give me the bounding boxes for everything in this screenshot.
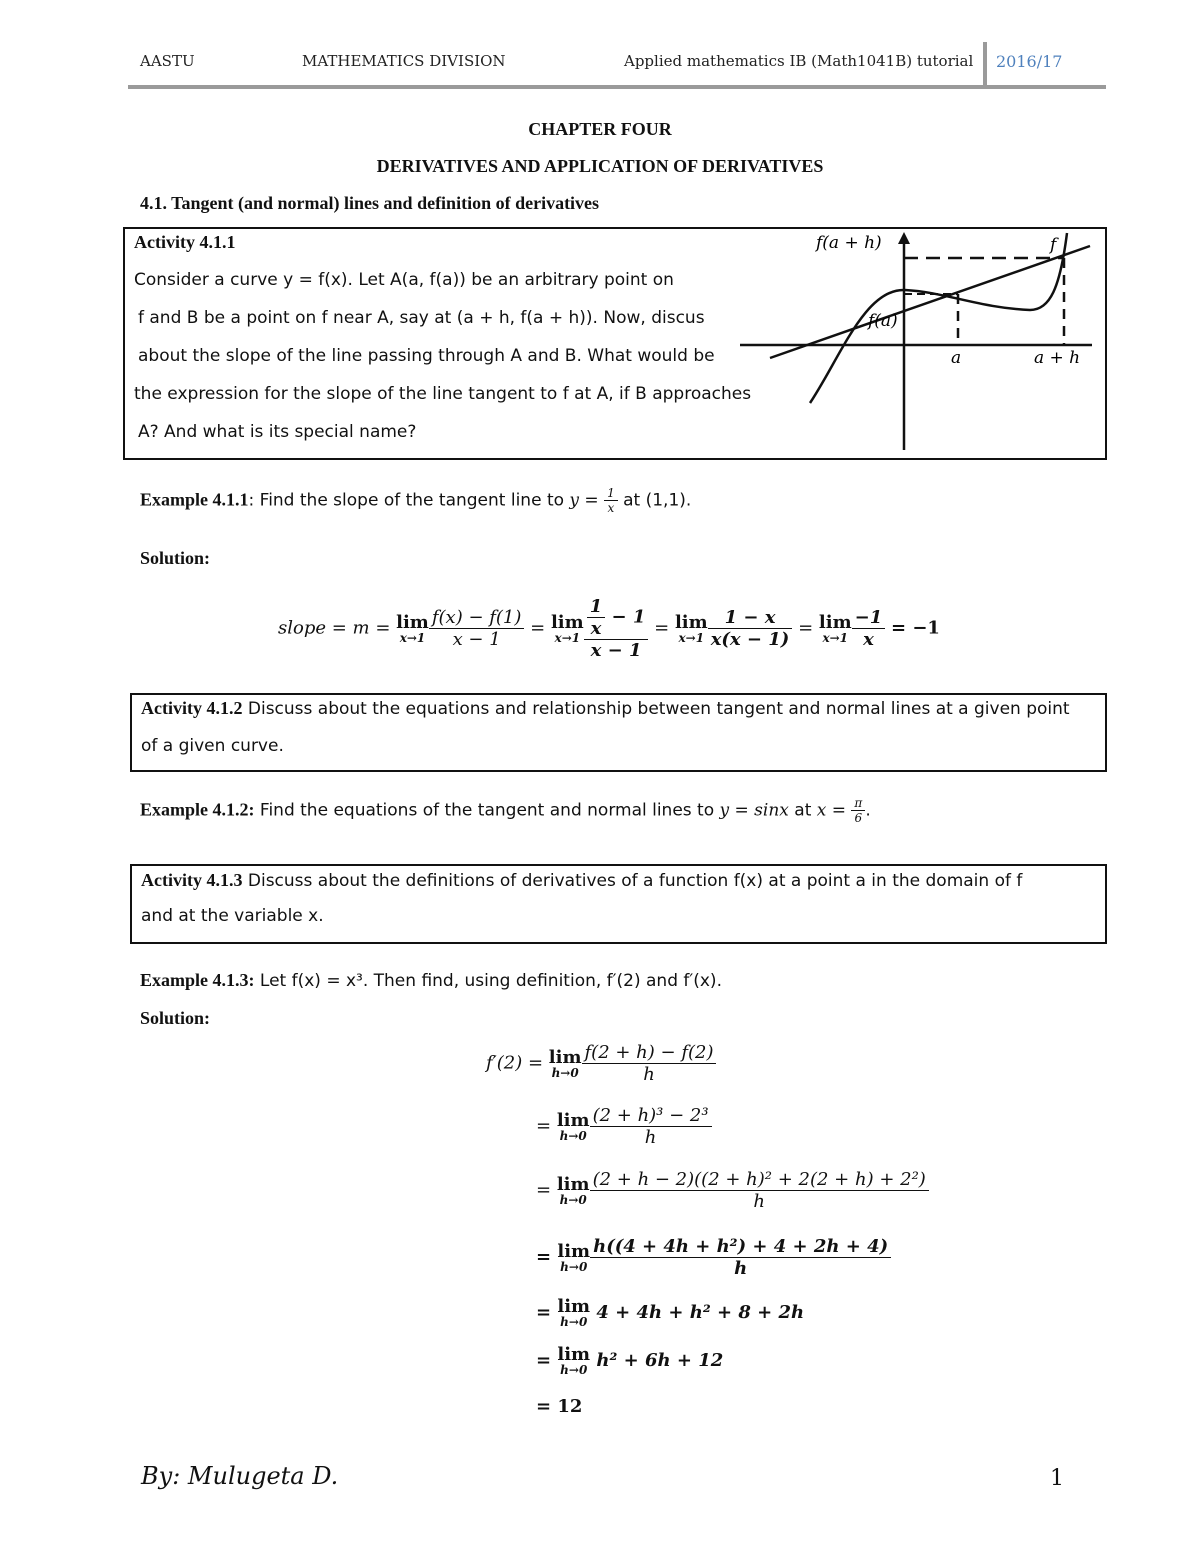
lim-sub: h→0: [560, 1315, 588, 1329]
lim-sub: x→1: [822, 630, 849, 645]
lim-text: lim: [550, 611, 584, 633]
slope-frac-2: [584, 596, 649, 661]
lim-text: lim: [557, 1240, 591, 1262]
example-412-end: .: [865, 800, 871, 821]
frac-num: 1 − x: [708, 607, 793, 629]
step-frac: [582, 1042, 717, 1085]
frac-num-rest: − 1: [611, 606, 646, 628]
label-fa: f(a): [868, 311, 898, 331]
equals: =: [654, 617, 670, 639]
frac-den: h: [734, 1258, 748, 1279]
example-412-func: y = sinx: [719, 800, 789, 821]
activity-411-line: about the slope of the line passing through A and B. What would be: [138, 346, 715, 366]
activity-412-text: Discuss about the equations and relationship between tangent and normal lines at a given point: [242, 699, 1070, 719]
lim-op: [557, 1346, 590, 1376]
equals: =: [536, 1115, 552, 1137]
frac-num: f(2 + h) − f(2): [582, 1042, 717, 1064]
lim-text: lim: [557, 1296, 591, 1317]
activity-411-label: Activity 4.1.1: [134, 232, 236, 252]
frac-den: x: [590, 618, 602, 639]
slope-frac-3: [708, 607, 793, 650]
lim-op: [818, 611, 852, 645]
lim-sub: x→1: [678, 630, 705, 645]
step-frac: [590, 1236, 891, 1279]
label-ah: a + h: [1034, 348, 1081, 368]
lim-op: [550, 611, 584, 645]
header-division: MATHEMATICS DIVISION: [302, 52, 506, 70]
derivation-step-1: [486, 1042, 716, 1085]
slope-equation: [278, 596, 940, 661]
header-divider: [983, 42, 987, 86]
example-411-point: at (1,1).: [617, 490, 692, 511]
header-institution: AASTU: [140, 52, 195, 70]
example-412-xeq: x =: [816, 800, 852, 821]
example-411-func: y =: [569, 490, 605, 511]
lim-text: lim: [557, 1344, 591, 1365]
lim-op: [396, 611, 429, 645]
equals: =: [798, 617, 814, 639]
frac-den: x(x − 1): [710, 629, 790, 650]
frac-den: x: [607, 501, 615, 515]
lim-op: [548, 1046, 582, 1080]
example-411-text: : Find the slope of the tangent line to: [248, 490, 570, 511]
slope-frac-4: [852, 607, 886, 650]
lim-text: lim: [548, 1046, 582, 1068]
derivation-step-4: [536, 1236, 891, 1279]
example-412-frac: [851, 796, 865, 825]
solution-label: Solution:: [140, 548, 211, 568]
lim-op: [557, 1298, 590, 1328]
lim-op: [556, 1109, 590, 1143]
example-413: [140, 970, 722, 991]
frac-num: (2 + h)³ − 2³: [590, 1105, 712, 1127]
derivation-step-2: [536, 1105, 712, 1148]
frac-den: h: [644, 1127, 657, 1148]
example-413-text: Let f(x) = x³. Then find, using definition, f′(2) and f′(x).: [254, 971, 722, 991]
lim-sub: x→1: [554, 630, 581, 645]
activity-413-line: and at the variable x.: [141, 906, 324, 926]
example-413-label: Example 4.1.3:: [140, 970, 255, 990]
example-412: [140, 796, 871, 825]
example-411: [140, 486, 691, 515]
activity-411-line: A? And what is its special name?: [138, 422, 417, 442]
activity-413-line: [141, 870, 1022, 891]
label-fah: f(a + h): [816, 233, 882, 253]
lim-text: lim: [556, 1173, 590, 1195]
derivation-step-6: [536, 1346, 723, 1376]
derivative-lhs: f′(2) =: [486, 1052, 549, 1074]
lim-sub: h→0: [551, 1065, 579, 1080]
chapter-subtitle: DERIVATIVES AND APPLICATION OF DERIVATIVES: [376, 156, 824, 176]
label-f: f: [1050, 235, 1057, 255]
lim-sub: h→0: [559, 1192, 587, 1207]
slope-result: = −1: [890, 617, 940, 639]
example-411-label: Example 4.1.1: [140, 489, 249, 510]
example-412-text: Find the equations of the tangent and normal lines to: [254, 800, 720, 821]
secant-line: [770, 246, 1090, 358]
frac-num: h((4 + 4h + h²) + 4 + 2h + 4): [590, 1236, 891, 1258]
frac-den: x − 1: [452, 629, 501, 650]
header-year: 2016/17: [996, 52, 1063, 71]
lim-sub: h→0: [560, 1363, 588, 1377]
header-rule: [128, 85, 1106, 89]
frac-den: h: [643, 1064, 655, 1085]
equals: =: [536, 1179, 552, 1201]
lim-op: [557, 1240, 591, 1274]
frac-den: x − 1: [590, 640, 642, 661]
activity-413-text: Discuss about the definitions of derivatives of a function f(x) at a point a in the domain of f: [242, 871, 1023, 891]
frac-num: 1: [587, 596, 606, 618]
lim-text: lim: [556, 1109, 590, 1131]
activity-411-line: f and B be a point on f near A, say at (a + h, f(a + h)). Now, discus: [138, 308, 705, 328]
lim-text: lim: [818, 611, 852, 633]
y-axis-arrow: [898, 232, 910, 244]
equals: =: [536, 1302, 552, 1323]
derivation-step-5: [536, 1298, 804, 1328]
chapter-title: CHAPTER FOUR: [528, 119, 672, 139]
lim-text: lim: [396, 611, 429, 633]
step-frac: [590, 1105, 712, 1148]
example-411-frac: [604, 486, 618, 515]
derivation-result: = 12: [536, 1396, 583, 1417]
lim-sub: h→0: [559, 1128, 587, 1143]
author-signature: By: Mulugeta D.: [141, 1462, 339, 1490]
lim-sub: h→0: [560, 1259, 588, 1274]
header-course: Applied mathematics IB (Math1041B) tutorial: [624, 52, 974, 70]
activity-413-label: Activity 4.1.3: [141, 870, 243, 890]
example-412-at: at: [788, 800, 817, 821]
lim-op: [556, 1173, 590, 1207]
equals: =: [536, 1246, 552, 1268]
activity-411-line: the expression for the slope of the line tangent to f at A, if B approaches: [134, 384, 752, 404]
page-number: 1: [1050, 1466, 1064, 1491]
activity-411-line: Consider a curve y = f(x). Let A(a, f(a)) be an arbitrary point on: [134, 270, 674, 290]
frac-den: h: [753, 1191, 765, 1212]
frac-num: π: [851, 796, 865, 811]
frac-num: 1: [604, 486, 618, 501]
label-a: a: [951, 348, 962, 368]
activity-412-line: of a given curve.: [141, 736, 284, 756]
frac-num: [584, 596, 649, 640]
lim-text: lim: [674, 611, 708, 633]
frac-den: x: [863, 629, 874, 650]
equals: =: [536, 1350, 552, 1371]
example-412-label: Example 4.1.2:: [140, 799, 255, 820]
derivation-step-3: [536, 1169, 929, 1212]
frac-den: 6: [854, 811, 863, 825]
frac-num: −1: [852, 607, 886, 629]
section-heading: 4.1. Tangent (and normal) lines and definition of derivatives: [140, 193, 600, 213]
activity-412-label: Activity 4.1.2: [141, 698, 243, 718]
slope-lhs: slope = m =: [278, 617, 397, 639]
equals: =: [530, 617, 546, 639]
lim-sub: x→1: [399, 630, 426, 645]
secant-tangent-graph: [730, 228, 1102, 456]
inner-frac: [587, 596, 606, 639]
solution-label: Solution:: [140, 1008, 211, 1028]
frac-num: f(x) − f(1): [429, 607, 525, 629]
step-expr: 4 + 4h + h² + 8 + 2h: [596, 1302, 805, 1323]
step-expr: h² + 6h + 12: [596, 1350, 724, 1371]
activity-412-line: [141, 698, 1070, 719]
slope-frac-1: [429, 607, 525, 650]
frac-num: (2 + h − 2)((2 + h)² + 2(2 + h) + 2²): [590, 1169, 929, 1191]
lim-op: [674, 611, 708, 645]
step-frac: [590, 1169, 929, 1212]
